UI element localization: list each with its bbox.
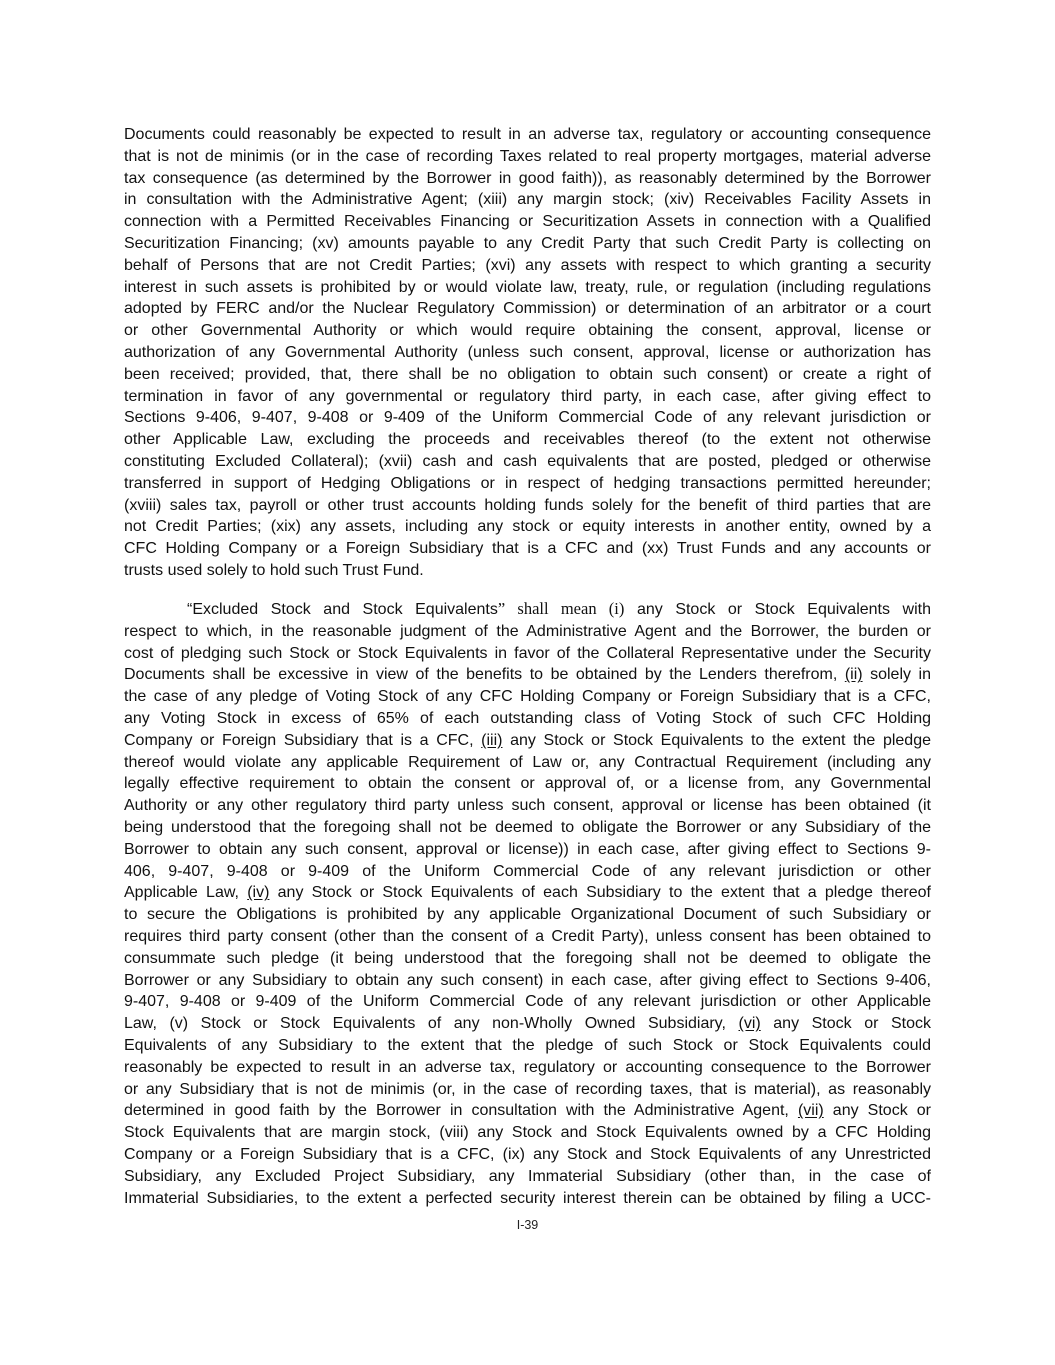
text-line: Authority or any other regulatory third party unless such consent, approval or license has been obtained (it [124,797,931,815]
clause-number: (iv) [247,884,270,902]
text-line: any Voting Stock in excess of 65% of each outstanding class of Voting Stock of such CFC Holding [124,709,931,727]
text-line: Stock Equivalents that are margin stock, (viii) any Stock and Stock Equivalents owned by a CFC Holding [124,1124,931,1142]
text-segment: Applicable Law, [124,884,248,902]
text-line: transferred in support of Hedging Obligations or in respect of hedging transactions permitted hereunder; [124,474,931,492]
text-line: Securitization Financing; (xv) amounts payable to any Credit Party that such Credit Party is collecting on [124,234,931,252]
text-line: tax consequence (as determined by the Borrower in good faith)), as reasonably determined by the Borrower [124,169,931,187]
text-line: trusts used solely to hold such Trust Fund. [124,561,424,579]
text-line: to secure the Obligations is prohibited by any applicable Organizational Document of such Subsidiary or [124,906,931,924]
text-line: respect to which, in the reasonable judgment of the Administrative Agent and the Borrower, the burden or [124,622,931,640]
text-segment: Documents shall be excessive in view of the benefits to be obtained by the Lenders therefrom, [124,666,845,684]
text-line: legally effective requirement to obtain the consent or approval of, or a license from, any Governmental [124,775,931,793]
text-line: in consultation with the Administrative Agent; (xiii) any margin stock; (xiv) Receivables Facility Assets in [124,191,931,209]
text-line: cost of pledging such Stock or Stock Equivalents in favor of the Collateral Representative under the Security [124,644,931,662]
text-segment: any Stock or Stock Equivalents with [624,601,932,618]
text-line [124,664,931,686]
paragraph-excluded-stock-definition [124,598,931,1209]
text-line: been received; provided, that, there shall be no obligation to obtain such consent) or create a right of [124,365,931,383]
text-line [124,882,931,904]
text-line [124,1013,931,1035]
clause-number: (iii) [481,731,503,749]
text-line: being understood that the foregoing shall not be deemed to obligate the Borrower or any Subsidiary of the [124,818,931,836]
text-line: behalf of Persons that are not Credit Parties; (xvi) any assets with respect to which granting a security [124,256,931,274]
text-line: Borrower to obtain any such consent, approval or license)) in each case, after giving effect to Sections 9- [124,840,931,858]
text-line: or any Subsidiary that is not de minimis (or, in the case of recording taxes, that is material), as reasonably [124,1080,931,1098]
text-segment: Law, (v) Stock or Stock Equivalents of any non-Wholly Owned Subsidiary, [124,1015,739,1033]
text-line: requires third party consent (other than the consent of a Credit Party), unless consent has been obtained to [124,927,931,945]
text-line: reasonably be expected to result in an adverse tax, regulatory or accounting consequence to the Borrower [124,1058,931,1076]
text-segment: ” shall mean (i) [497,599,625,618]
text-line [124,730,931,752]
text-segment: solely in [862,666,931,684]
text-line: constituting Excluded Collateral); (xvii) cash and cash equivalents that are posted, pledged or otherwise [124,452,931,470]
text-line: (xviii) sales tax, payroll or other trust accounts holding funds solely for the benefit of third parties that are [124,496,931,514]
text-line: connection with a Permitted Receivables Financing or Securitization Assets in connection with a Qualified [124,213,931,231]
text-line: Borrower or any Subsidiary to obtain any such consent) in each case, after giving effect to Sections 9-406, [124,971,931,989]
text-segment: Company or Foreign Subsidiary that is a CFC, [124,731,482,749]
text-line: termination in favor of any governmental or regulatory third party, in each case, after giving effect to [124,387,931,405]
text-line: or other Governmental Authority or which would require obtaining the consent, approval, license or [124,322,931,340]
clause-number: (ii) [844,666,863,684]
text-line [124,1100,931,1122]
text-line: Immaterial Subsidiaries, to the extent a perfected security interest therein can be obtained by filing a UCC- [124,1189,931,1207]
text-line: 406, 9-407, 9-408 or 9-409 of the Uniform Commercial Code of any relevant jurisdiction or other [124,862,931,880]
text-line: CFC Holding Company or a Foreign Subsidiary that is a CFC and (xx) Trust Funds and any accounts or [124,540,931,558]
text-segment: any Stock or Stock [760,1015,931,1033]
text-line: thereof would violate any applicable Requirement of Law or, any Contractual Requirement (including any [124,753,931,771]
text-segment: any Stock or Stock Equivalents of each Subsidiary to the extent that a pledge thereof [269,884,931,902]
clause-number: (vii) [797,1102,824,1120]
page-number: I-39 [516,1218,539,1232]
text-segment: any Stock or [823,1102,932,1120]
text-segment: determined in good faith by the Borrower in consultation with the Administrative Agent, [124,1102,798,1120]
text-line: adopted by FERC and/or the Nuclear Regulatory Commission) or determination of an arbitrator or a court [124,300,931,318]
text-line: 9-407, 9-408 or 9-409 of the Uniform Commercial Code of any relevant jurisdiction or other Applicable [124,993,931,1011]
text-line: the case of any pledge of Voting Stock of any CFC Holding Company or Foreign Subsidiary that is a CFC, [124,688,931,706]
text-line: Sections 9-406, 9-407, 9-408 or 9-409 of the Uniform Commercial Code of any relevant jurisdiction or [124,409,931,427]
text-line: Subsidiary, any Excluded Project Subsidiary, any Immaterial Subsidiary (other than, in the case of [124,1167,931,1185]
text-line: Documents could reasonably be expected to result in an adverse tax, regulatory or accounting consequence [124,126,931,143]
text-line: Equivalents of any Subsidiary to the extent that the pledge of such Stock or Stock Equivalents could [124,1036,931,1054]
text-line: not Credit Parties; (xix) any assets, including any stock or equity interests in another entity, owned by a [124,518,931,536]
text-line: other Applicable Law, excluding the proceeds and receivables thereof (to the extent not otherwise [124,431,931,449]
text-line: interest in such assets is prohibited by or would violate law, treaty, rule, or regulation (including regulations [124,278,931,296]
paragraph-excluded-collateral-continued [124,124,931,582]
text-line: consummate such pledge (it being understood that the foregoing shall not be deemed to obligate the [124,949,931,967]
text-line: authorization of any Governmental Authority (unless such consent, approval, license or authorization has [124,343,931,361]
clause-number: (vi) [738,1015,761,1033]
text-line [124,598,931,621]
text-line: Company or a Foreign Subsidiary that is a CFC, (ix) any Stock and Stock Equivalents of any Unrestricted [124,1145,931,1163]
text-line: that is not de minimis (or in the case of recording Taxes related to real property mortgages, material adverse [124,147,931,165]
defined-term: “Excluded Stock and Stock Equivalents [187,601,498,618]
text-segment: any Stock or Stock Equivalents to the extent the pledge [502,731,932,749]
